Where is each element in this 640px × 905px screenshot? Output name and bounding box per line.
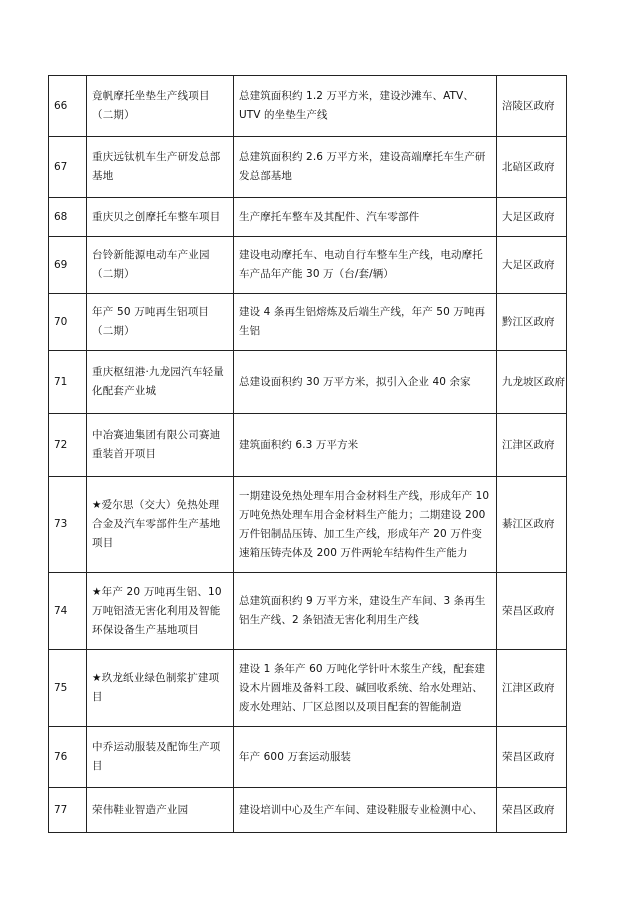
row-number: 68 <box>49 198 87 237</box>
table-row <box>49 76 567 137</box>
project-name: 中乔运动服装及配饰生产项目 <box>87 727 234 788</box>
project-name: 重庆贝之创摩托车整车项目 <box>87 198 234 237</box>
row-number: 70 <box>49 294 87 351</box>
responsible-unit: 大足区政府 <box>497 198 567 237</box>
table-row <box>49 650 567 727</box>
project-content: 建筑面积约 6.3 万平方米 <box>234 414 497 477</box>
project-name: ★玖龙纸业绿色制浆扩建项目 <box>87 650 234 727</box>
responsible-unit: 綦江区政府 <box>497 477 567 573</box>
responsible-unit: 荣昌区政府 <box>497 727 567 788</box>
project-name: 竟帆摩托坐垫生产线项目（二期） <box>87 76 234 137</box>
row-number: 69 <box>49 237 87 294</box>
project-name: 重庆枢纽港·九龙园汽车轻量化配套产业城 <box>87 351 234 414</box>
project-content: 建设培训中心及生产车间、建设鞋服专业检测中心、 <box>234 788 497 833</box>
responsible-unit: 江津区政府 <box>497 650 567 727</box>
row-number: 66 <box>49 76 87 137</box>
table-row <box>49 137 567 198</box>
project-content: 总建筑面积约 1.2 万平方米，建设沙滩车、ATV、UTV 的坐垫生产线 <box>234 76 497 137</box>
project-name: 荣伟鞋业智造产业园 <box>87 788 234 833</box>
project-content: 总建筑面积约 9 万平方米，建设生产车间、3 条再生铝生产线、2 条铝渣无害化利用生产线 <box>234 573 497 650</box>
row-number: 73 <box>49 477 87 573</box>
project-content: 总建设面积约 30 万平方米，拟引入企业 40 余家 <box>234 351 497 414</box>
responsible-unit: 大足区政府 <box>497 237 567 294</box>
responsible-unit: 九龙坡区政府 <box>497 351 567 414</box>
project-name: 年产 50 万吨再生铝项目（二期） <box>87 294 234 351</box>
row-number: 75 <box>49 650 87 727</box>
project-name: ★爱尔思（交大）免热处理合金及汽车零部件生产基地项目 <box>87 477 234 573</box>
row-number: 71 <box>49 351 87 414</box>
project-content: 生产摩托车整车及其配件、汽车零部件 <box>234 198 497 237</box>
table-row <box>49 573 567 650</box>
project-content: 建设 4 条再生铝熔炼及后端生产线，年产 50 万吨再生铝 <box>234 294 497 351</box>
row-number: 74 <box>49 573 87 650</box>
table-row <box>49 237 567 294</box>
row-number: 67 <box>49 137 87 198</box>
responsible-unit: 北碚区政府 <box>497 137 567 198</box>
project-content: 总建筑面积约 2.6 万平方米，建设高端摩托车生产研发总部基地 <box>234 137 497 198</box>
project-content: 一期建设免热处理车用合金材料生产线，形成年产 10 万吨免热处理车用合金材料生产能力；二期建设 200 万件铝制品压铸、加工生产线，形成年产 20 万件变速箱压铸壳体及 200 万件两轮车结构件生产能力 <box>234 477 497 573</box>
responsible-unit: 荣昌区政府 <box>497 573 567 650</box>
project-name: 台铃新能源电动车产业园（二期） <box>87 237 234 294</box>
project-content: 建设电动摩托车、电动自行车整车生产线，电动摩托车产品年产能 30 万（台/套/辆） <box>234 237 497 294</box>
row-number: 72 <box>49 414 87 477</box>
table-row <box>49 351 567 414</box>
table-row <box>49 477 567 573</box>
project-name: 重庆远钛机车生产研发总部基地 <box>87 137 234 198</box>
responsible-unit: 涪陵区政府 <box>497 76 567 137</box>
table-row <box>49 294 567 351</box>
table-row <box>49 727 567 788</box>
row-number: 76 <box>49 727 87 788</box>
table-row <box>49 788 567 833</box>
responsible-unit: 江津区政府 <box>497 414 567 477</box>
project-name: ★年产 20 万吨再生铝、10 万吨铝渣无害化利用及智能环保设备生产基地项目 <box>87 573 234 650</box>
responsible-unit: 荣昌区政府 <box>497 788 567 833</box>
table-row <box>49 198 567 237</box>
responsible-unit: 黔江区政府 <box>497 294 567 351</box>
project-name: 中冶赛迪集团有限公司赛迪重装首开项目 <box>87 414 234 477</box>
project-table <box>48 75 567 833</box>
project-content: 年产 600 万套运动服装 <box>234 727 497 788</box>
row-number: 77 <box>49 788 87 833</box>
project-content: 建设 1 条年产 60 万吨化学针叶木浆生产线，配套建设木片圆堆及备料工段、碱回收系统、给水处理站、废水处理站、厂区总图以及项目配套的智能制造 <box>234 650 497 727</box>
table-row <box>49 414 567 477</box>
